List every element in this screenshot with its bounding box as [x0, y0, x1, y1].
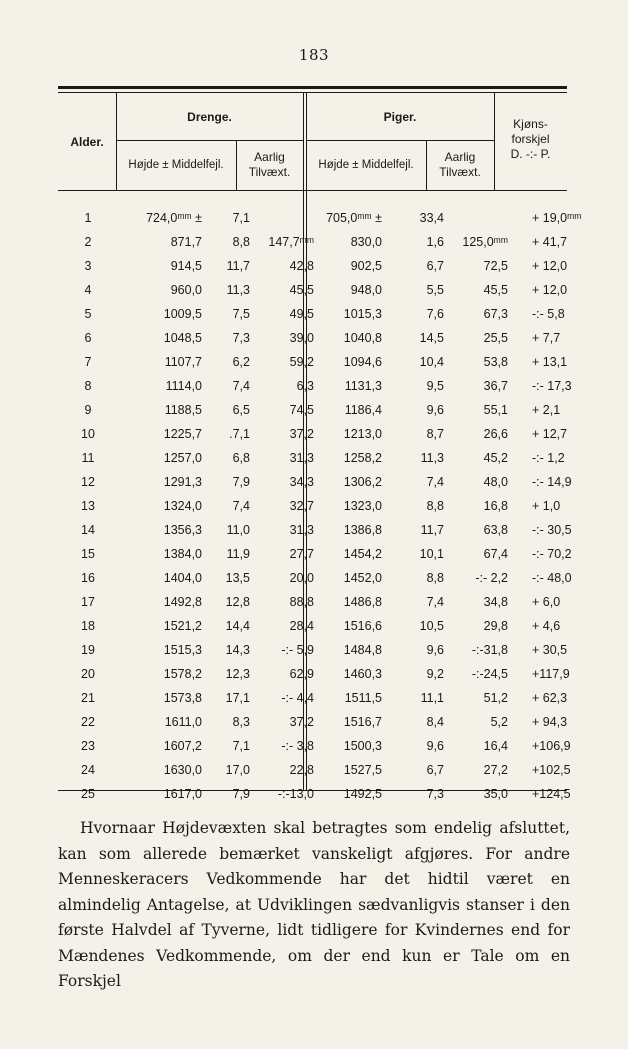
cell-age: 12 [81, 475, 95, 489]
cell-girls-error: 5,5 [426, 283, 444, 297]
cell-girls-height: 1094,6 [343, 355, 382, 369]
table-row [58, 494, 567, 518]
cell-girls-growth: 45,5 [483, 283, 508, 297]
cell-girls-error: 7,3 [426, 787, 444, 801]
height-table [58, 206, 582, 806]
cell-age: 4 [84, 283, 92, 297]
cell-age: 2 [84, 235, 92, 249]
cell-girls-height: 1516,6 [343, 619, 382, 633]
cell-age: 24 [81, 763, 95, 777]
subheader-rule-girls [306, 140, 494, 141]
cell-girls-error: 6,7 [426, 259, 444, 273]
cell-boys-error: 7,3 [232, 331, 250, 345]
cell-sex-difference: +124,5 [532, 787, 571, 801]
cell-boys-error: 7,5 [232, 307, 250, 321]
header-girls-aarlig-line1: Aarlig [444, 150, 476, 164]
table-row [58, 710, 567, 734]
cell-boys-growth: 27,7 [289, 547, 314, 561]
header-kjons [494, 117, 567, 162]
cell-boys-height: 724,0ᵐᵐ ± [146, 211, 202, 225]
cell-girls-error: 11,1 [420, 691, 444, 705]
cell-boys-error: 11,9 [226, 547, 250, 561]
cell-boys-growth: 59,2 [289, 355, 314, 369]
cell-boys-growth: 6,3 [296, 379, 314, 393]
cell-age: 8 [84, 379, 92, 393]
cell-age: 3 [84, 259, 92, 273]
cell-girls-error: 7,6 [426, 307, 444, 321]
body-paragraph [58, 816, 570, 995]
cell-boys-error: 12,8 [225, 595, 250, 609]
header-drenge: Drenge. [187, 110, 232, 124]
cell-girls-height: 902,5 [350, 259, 382, 273]
cell-girls-error: 14,5 [419, 331, 444, 345]
table-row [58, 590, 567, 614]
cell-girls-height: 1486,8 [343, 595, 382, 609]
cell-sex-difference: +102,5 [532, 763, 571, 777]
cell-age: 23 [81, 739, 95, 753]
cell-girls-growth: 51,2 [483, 691, 508, 705]
header-boys-aarlig-line2: Tilvæxt. [248, 165, 291, 179]
page-number: 183 [298, 46, 330, 64]
cell-girls-growth: -:-31,8 [471, 643, 508, 657]
table-row [58, 686, 567, 710]
cell-age: 10 [81, 427, 95, 441]
cell-age: 19 [81, 643, 95, 657]
cell-girls-error: 8,8 [426, 499, 444, 513]
header-boys-hojde: Højde ± Middelfejl. [128, 159, 224, 171]
cell-girls-error: 10,1 [419, 547, 444, 561]
cell-boys-growth: -:- 3,8 [281, 739, 314, 753]
cell-girls-growth: 36,7 [483, 379, 508, 393]
cell-girls-height: 1306,2 [343, 475, 382, 489]
cell-sex-difference: + 12,0 [532, 259, 568, 273]
cell-sex-difference: -:- 5,8 [532, 307, 565, 321]
cell-boys-height: 1515,3 [163, 643, 202, 657]
cell-girls-error: 9,2 [426, 667, 444, 681]
table-row [58, 350, 567, 374]
table-row [58, 782, 567, 806]
cell-boys-error: 11,3 [226, 283, 250, 297]
cell-boys-error: 7,9 [232, 475, 250, 489]
cell-boys-height: 871,7 [170, 235, 202, 249]
table-row [58, 326, 567, 350]
cell-girls-height: 1213,0 [343, 427, 382, 441]
cell-boys-height: 1384,0 [163, 547, 202, 561]
cell-sex-difference: + 4,6 [532, 619, 561, 633]
divider-age [116, 92, 117, 190]
cell-boys-height: 1521,2 [163, 619, 202, 633]
cell-girls-growth: 16,4 [483, 739, 508, 753]
cell-girls-error: 10,4 [419, 355, 444, 369]
cell-boys-error: 17,1 [225, 691, 250, 705]
header-kjons-line2: forskjel [511, 132, 550, 146]
cell-boys-growth: 37,2 [289, 427, 314, 441]
cell-girls-growth: -:- 2,2 [475, 571, 508, 585]
table-row [58, 230, 567, 254]
cell-girls-height: 1454,2 [343, 547, 382, 561]
cell-sex-difference: -:- 17,3 [532, 379, 572, 393]
cell-age: 5 [84, 307, 92, 321]
cell-sex-difference: + 13,1 [532, 355, 568, 369]
cell-boys-growth: 31,3 [289, 523, 314, 537]
cell-girls-height: 948,0 [350, 283, 382, 297]
cell-boys-growth: 32,7 [289, 499, 314, 513]
cell-sex-difference: + 1,0 [532, 499, 561, 513]
header-piger: Piger. [383, 110, 417, 124]
cell-girls-growth: 35,0 [483, 787, 508, 801]
cell-boys-height: 914,5 [170, 259, 202, 273]
cell-girls-error: 7,4 [426, 595, 444, 609]
cell-age: 11 [81, 451, 95, 465]
cell-girls-height: 1040,8 [343, 331, 382, 345]
cell-age: 25 [81, 787, 95, 801]
cell-boys-growth: 49,5 [289, 307, 314, 321]
cell-girls-growth: 72,5 [483, 259, 508, 273]
cell-girls-height: 1516,7 [343, 715, 382, 729]
cell-boys-height: 1188,5 [164, 403, 202, 417]
cell-sex-difference: -:- 48,0 [532, 571, 572, 585]
cell-boys-height: 1404,0 [163, 571, 202, 585]
cell-girls-error: 11,3 [420, 451, 444, 465]
cell-boys-height: 1257,0 [163, 451, 202, 465]
table-row [58, 758, 567, 782]
cell-girls-height: 1452,0 [343, 571, 382, 585]
cell-sex-difference: + 2,1 [532, 403, 561, 417]
cell-age: 18 [81, 619, 95, 633]
table-row [58, 518, 567, 542]
cell-girls-height: 830,0 [350, 235, 382, 249]
cell-boys-growth: 39,0 [289, 331, 314, 345]
cell-sex-difference: + 94,3 [532, 715, 568, 729]
cell-boys-height: 1107,7 [164, 355, 202, 369]
cell-girls-height: 1386,8 [343, 523, 382, 537]
header-girls-hojde: Højde ± Middelfejl. [318, 159, 414, 171]
cell-sex-difference: + 30,5 [532, 643, 568, 657]
table-top-rule-thin [58, 92, 567, 93]
cell-boys-error: 14,3 [225, 643, 250, 657]
cell-sex-difference: + 19,0ᵐᵐ [532, 211, 582, 225]
header-girls-aarlig-line2: Tilvæxt. [439, 165, 481, 179]
cell-girls-error: 8,4 [426, 715, 444, 729]
cell-girls-error: 8,7 [426, 427, 444, 441]
cell-boys-height: 1630,0 [163, 763, 202, 777]
cell-boys-growth: 34,3 [289, 475, 314, 489]
cell-girls-height: 1323,0 [343, 499, 382, 513]
cell-boys-error: 7,4 [232, 499, 250, 513]
cell-girls-growth: 55,1 [483, 403, 508, 417]
cell-girls-error: 33,4 [419, 211, 444, 225]
cell-girls-growth: 27,2 [483, 763, 508, 777]
table-row [58, 542, 567, 566]
cell-girls-error: 8,8 [426, 571, 444, 585]
cell-boys-growth: 22,8 [289, 763, 314, 777]
cell-sex-difference: -:- 1,2 [532, 451, 565, 465]
cell-boys-growth: 147,7ᵐᵐ [268, 235, 314, 249]
cell-boys-error: 7,4 [232, 379, 250, 393]
table-row [58, 662, 567, 686]
cell-girls-growth: 26,6 [483, 427, 508, 441]
table-row [58, 254, 567, 278]
cell-girls-growth: 63,8 [483, 523, 508, 537]
height-table-body [58, 206, 582, 806]
cell-girls-height: 1492,5 [343, 787, 382, 801]
cell-boys-error: .7,1 [229, 427, 250, 441]
cell-boys-height: 1225,7 [163, 427, 202, 441]
header-boys-aarlig [236, 150, 303, 180]
cell-girls-growth: 29,8 [483, 619, 508, 633]
table-row [58, 398, 567, 422]
cell-girls-height: 1131,3 [344, 379, 382, 393]
cell-boys-height: 1611,0 [164, 715, 202, 729]
cell-girls-error: 1,6 [426, 235, 444, 249]
cell-sex-difference: +117,9 [532, 667, 570, 681]
cell-boys-error: 8,8 [232, 235, 250, 249]
cell-boys-height: 1324,0 [163, 499, 202, 513]
cell-boys-height: 1617,0 [163, 787, 202, 801]
cell-sex-difference: -:- 30,5 [532, 523, 572, 537]
cell-boys-error: 11,0 [226, 523, 250, 537]
cell-boys-growth: 28,4 [289, 619, 314, 633]
cell-boys-height: 1291,3 [163, 475, 202, 489]
table-row [58, 302, 567, 326]
cell-boys-growth: 74,5 [289, 403, 314, 417]
header-alder: Alder. [70, 135, 104, 149]
cell-boys-growth: 62,9 [289, 667, 314, 681]
cell-boys-height: 1578,2 [163, 667, 202, 681]
cell-boys-error: 6,5 [232, 403, 250, 417]
cell-girls-height: 1015,3 [343, 307, 382, 321]
cell-age: 15 [81, 547, 95, 561]
cell-boys-height: 960,0 [170, 283, 202, 297]
table-row [58, 374, 567, 398]
table-row [58, 566, 567, 590]
cell-girls-growth: 125,0ᵐᵐ [462, 235, 508, 249]
cell-boys-height: 1009,5 [163, 307, 202, 321]
cell-boys-error: 7,1 [232, 211, 250, 225]
cell-girls-growth: 34,8 [483, 595, 508, 609]
cell-sex-difference: + 6,0 [532, 595, 561, 609]
cell-boys-growth: -:- 4,4 [281, 691, 314, 705]
cell-boys-growth: 88,8 [289, 595, 314, 609]
table-row [58, 206, 567, 230]
cell-sex-difference: +106,9 [532, 739, 571, 753]
cell-boys-error: 12,3 [225, 667, 250, 681]
cell-sex-difference: + 12,7 [532, 427, 568, 441]
cell-age: 13 [81, 499, 95, 513]
cell-girls-height: 705,0ᵐᵐ ± [326, 211, 382, 225]
cell-girls-growth: 5,2 [490, 715, 508, 729]
cell-sex-difference: -:- 14,9 [532, 475, 572, 489]
cell-boys-growth: -:-13,0 [277, 787, 314, 801]
table-top-rule [58, 86, 567, 89]
cell-girls-height: 1460,3 [343, 667, 382, 681]
cell-girls-growth: 48,0 [483, 475, 508, 489]
cell-boys-error: 11,7 [226, 259, 250, 273]
cell-girls-error: 11,7 [420, 523, 444, 537]
cell-sex-difference: + 7,7 [532, 331, 561, 345]
cell-boys-error: 17,0 [225, 763, 250, 777]
cell-boys-growth: -:- 5,9 [281, 643, 314, 657]
cell-boys-growth: 42,8 [289, 259, 314, 273]
cell-girls-error: 9,6 [426, 739, 444, 753]
cell-girls-error: 10,5 [419, 619, 444, 633]
header-kjons-line1: Kjøns- [513, 117, 548, 131]
cell-girls-growth: 67,3 [483, 307, 508, 321]
cell-boys-error: 6,2 [232, 355, 250, 369]
cell-girls-error: 9,6 [426, 403, 444, 417]
cell-age: 1 [84, 211, 92, 225]
cell-boys-growth: 45,5 [289, 283, 314, 297]
cell-boys-growth: 31,3 [289, 451, 314, 465]
cell-boys-error: 14,4 [225, 619, 250, 633]
cell-boys-height: 1048,5 [163, 331, 202, 345]
table-row [58, 638, 567, 662]
cell-sex-difference: + 41,7 [532, 235, 568, 249]
table-header-rule [58, 190, 567, 191]
cell-sex-difference: -:- 70,2 [532, 547, 572, 561]
header-kjons-line3: D. -:- P. [510, 147, 551, 161]
cell-girls-growth: 45,2 [483, 451, 508, 465]
cell-girls-growth: 25,5 [483, 331, 508, 345]
cell-age: 14 [81, 523, 95, 537]
subheader-rule-boys [116, 140, 303, 141]
cell-boys-error: 6,8 [232, 451, 250, 465]
cell-girls-growth: -:-24,5 [471, 667, 508, 681]
cell-boys-height: 1607,2 [163, 739, 202, 753]
cell-age: 21 [81, 691, 95, 705]
cell-girls-height: 1511,5 [344, 691, 382, 705]
cell-age: 16 [81, 571, 95, 585]
cell-girls-height: 1258,2 [343, 451, 382, 465]
cell-age: 6 [84, 331, 92, 345]
cell-boys-error: 13,5 [225, 571, 250, 585]
cell-girls-growth [454, 206, 516, 230]
cell-girls-error: 9,5 [426, 379, 444, 393]
cell-boys-height: 1114,0 [165, 379, 202, 393]
cell-girls-height: 1484,8 [343, 643, 382, 657]
cell-age: 9 [84, 403, 92, 417]
cell-girls-height: 1527,5 [343, 763, 382, 777]
cell-sex-difference: + 62,3 [532, 691, 568, 705]
cell-boys-growth: 37,2 [289, 715, 314, 729]
cell-girls-error: 6,7 [426, 763, 444, 777]
cell-girls-error: 9,6 [426, 643, 444, 657]
table-row [58, 614, 567, 638]
cell-age: 20 [81, 667, 95, 681]
cell-age: 22 [81, 715, 95, 729]
paragraph-text: Hvornaar Højdevæxten skal betragtes som endelig afsluttet, kan som allerede bemærket vanskeligt afgjøres. For andre Menneskeracers Vedkommende har det hidtil været en almindelig Antagelse, at Udviklingen sædvanligvis stanser i den første Halvdel af Tyverne, lidt tidligere for Kvindernes end for Mændenes Vedkommende, om der end kun er Tale om en Forskjel [58, 819, 570, 990]
cell-boys-error: 7,1 [232, 739, 250, 753]
cell-boys-growth: 20,0 [289, 571, 314, 585]
table-row [58, 470, 567, 494]
cell-girls-growth: 16,8 [483, 499, 508, 513]
cell-girls-height: 1186,4 [344, 403, 382, 417]
cell-boys-height: 1492,8 [163, 595, 202, 609]
table-row [58, 446, 567, 470]
cell-girls-growth: 67,4 [483, 547, 508, 561]
table-row [58, 278, 567, 302]
cell-boys-height: 1356,3 [163, 523, 202, 537]
cell-girls-error: 7,4 [426, 475, 444, 489]
cell-boys-error: 8,3 [232, 715, 250, 729]
cell-boys-growth [262, 206, 322, 230]
cell-boys-error: 7,9 [232, 787, 250, 801]
header-girls-aarlig [426, 150, 494, 180]
cell-boys-height: 1573,8 [163, 691, 202, 705]
cell-girls-height: 1500,3 [343, 739, 382, 753]
cell-age: 7 [84, 355, 92, 369]
table-row [58, 422, 567, 446]
table-row [58, 734, 567, 758]
cell-girls-growth: 53,8 [483, 355, 508, 369]
cell-age: 17 [81, 595, 95, 609]
cell-sex-difference: + 12,0 [532, 283, 568, 297]
header-boys-aarlig-line1: Aarlig [254, 150, 285, 164]
